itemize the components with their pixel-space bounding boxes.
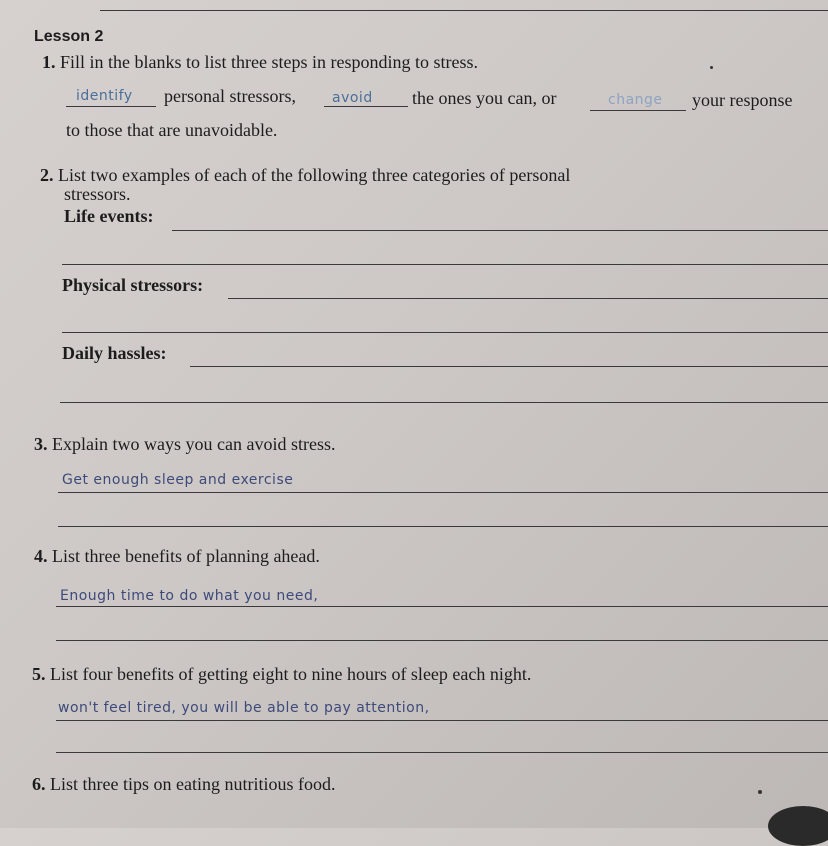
q1-blank-3: [590, 110, 686, 111]
physical-stressors-line-2: [62, 332, 828, 333]
lesson-title: Lesson 2: [34, 28, 104, 45]
question-3-number: 3.: [34, 434, 48, 454]
q4-line-1: [56, 606, 828, 607]
q1-part-4: to those that are unavoidable.: [66, 120, 278, 140]
q3-answer: Get enough sleep and exercise: [62, 472, 294, 488]
life-events-label: Life events:: [64, 206, 154, 226]
q1-part-2: the ones you can, or: [412, 88, 557, 108]
question-4-text: List three benefits of planning ahead.: [52, 546, 320, 566]
q1-blank-2: [324, 106, 408, 107]
question-5: [32, 664, 531, 685]
physical-stressors-line-1: [228, 298, 828, 299]
question-2: [40, 165, 570, 186]
question-2-text-line1: List two examples of each of the following three categories of personal: [58, 165, 571, 185]
stray-mark: [758, 790, 762, 794]
q5-line-2: [56, 752, 828, 753]
question-2-text-line2: stressors.: [64, 184, 131, 204]
q1-answer-3: change: [608, 92, 663, 108]
q4-line-2: [56, 640, 828, 641]
q1-answer-1: identify: [76, 88, 133, 104]
daily-hassles-line-2: [60, 402, 828, 403]
question-3-text: Explain two ways you can avoid stress.: [52, 434, 336, 454]
q5-line-1: [56, 720, 828, 721]
q1-answer-2: avoid: [332, 90, 373, 106]
stray-mark: [710, 66, 713, 69]
daily-hassles-label: Daily hassles:: [62, 343, 167, 363]
q3-line-2: [58, 526, 828, 527]
question-5-number: 5.: [32, 664, 46, 684]
q4-answer: Enough time to do what you need,: [60, 588, 319, 604]
question-4-number: 4.: [34, 546, 48, 566]
life-events-line-1: [172, 230, 828, 231]
physical-stressors-label: Physical stressors:: [62, 275, 204, 295]
question-1-text: Fill in the blanks to list three steps in responding to stress.: [60, 52, 478, 72]
question-4: [34, 546, 320, 567]
life-events-line-2: [62, 264, 828, 265]
question-5-text: List four benefits of getting eight to nine hours of sleep each night.: [50, 664, 532, 684]
q3-line-1: [58, 492, 828, 493]
question-3: [34, 434, 335, 455]
q1-blank-1: [66, 106, 156, 107]
question-6: [32, 774, 335, 795]
question-6-number: 6.: [32, 774, 46, 794]
question-1-number: 1.: [42, 52, 56, 72]
question-1: [42, 52, 478, 73]
q5-answer: won't feel tired, you will be able to pay attention,: [58, 700, 430, 716]
top-rule: [100, 10, 828, 11]
question-2-number: 2.: [40, 165, 54, 185]
daily-hassles-line-1: [190, 366, 828, 367]
question-6-text: List three tips on eating nutritious food.: [50, 774, 336, 794]
q1-part-3: your response: [692, 90, 793, 110]
q1-part-1: personal stressors,: [164, 86, 296, 106]
photo-corner-shadow: [768, 806, 828, 846]
